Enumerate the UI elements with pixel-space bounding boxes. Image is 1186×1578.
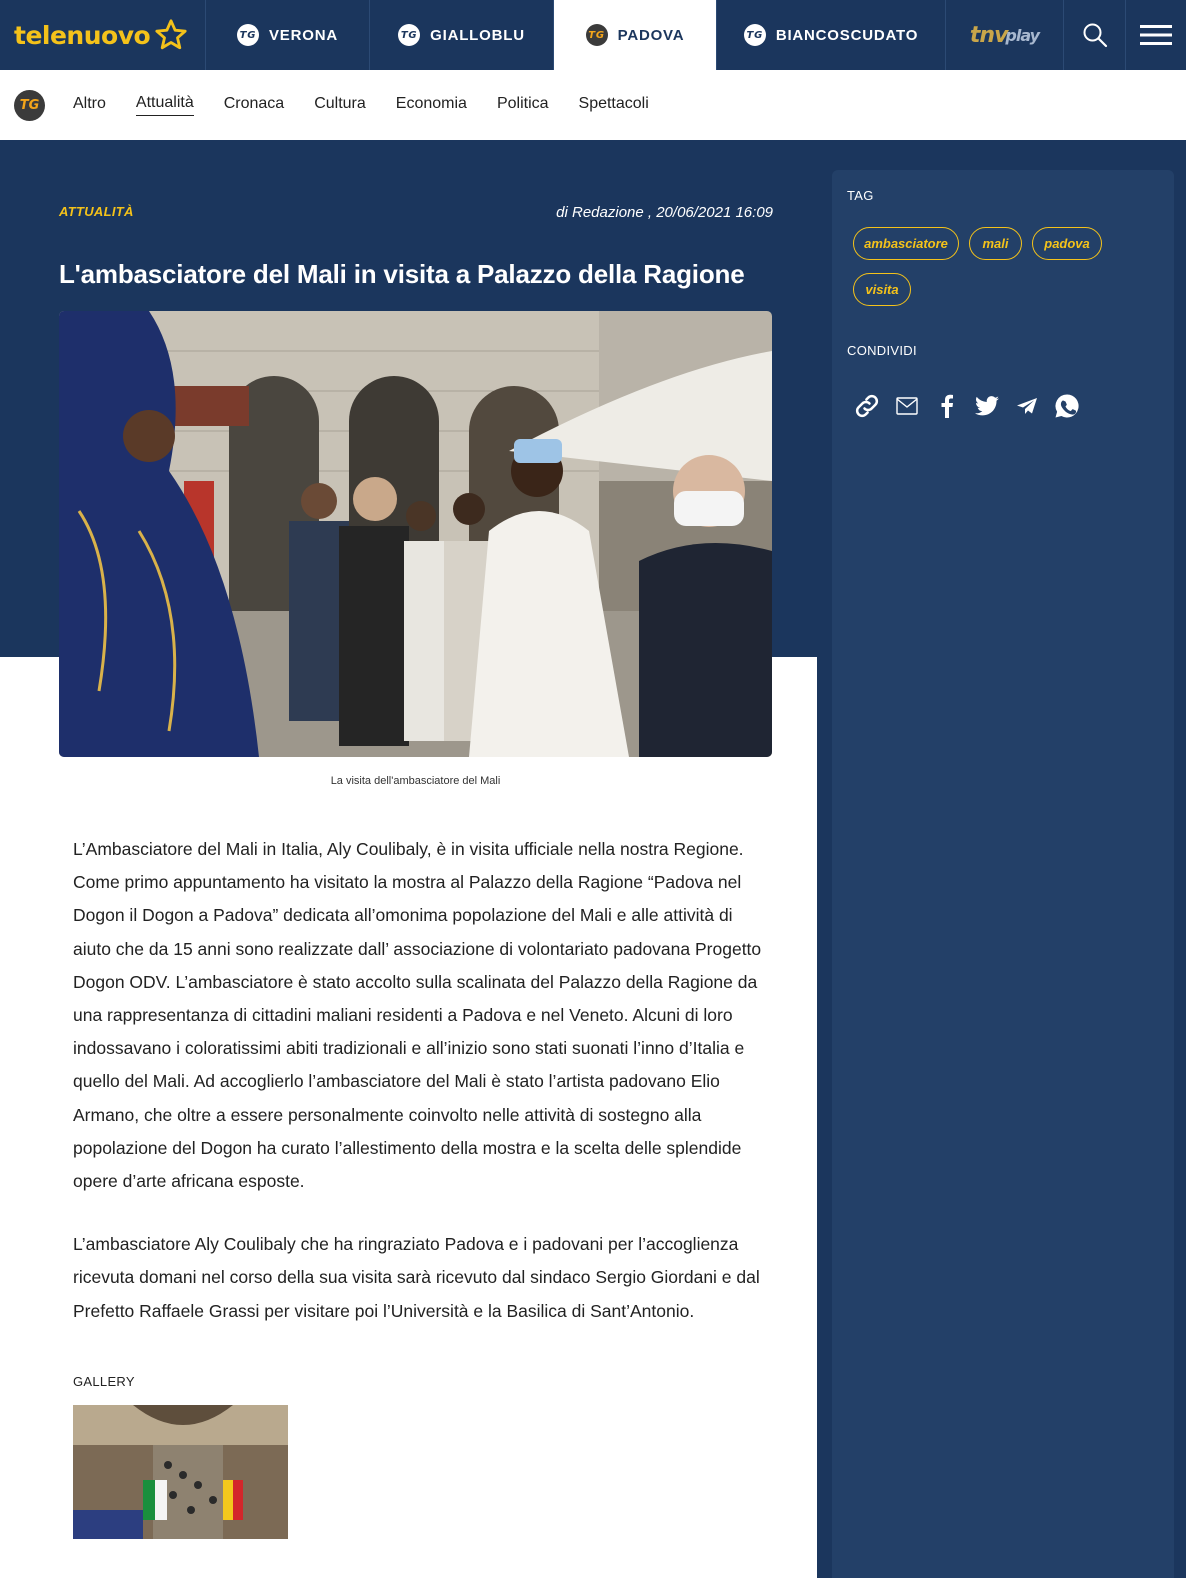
link-icon — [852, 391, 882, 421]
tag-mali[interactable]: mali — [969, 227, 1022, 260]
article-title: L'ambasciatore del Mali in visita a Palazzo della Ragione — [59, 259, 745, 289]
tab-padova[interactable] — [554, 0, 717, 70]
article-paragraph: L’Ambasciatore del Mali in Italia, Aly Coulibaly, è in visita ufficiale nella nostra Regione. Come primo appuntamento ha visitato la mostra al Palazzo della Ragione “Padova nel Dogon il Dogon a Padova” dedicata all’omonima popolazione del Mali e alle attività di aiuto che da 15 anni sono realizzate dall’ associazione di volontariato padovana Progetto Dogon ODV. L’ambasciatore è stato accolto sulla scalinata del Palazzo della Ragione da una rappresentanza di cittadini maliani residenti a Padova e nel Veneto. Alcuni di loro indossavano i coloratissimi abiti tradizionali e all’inizio sono stati suonati l’inno d’Italia e quello del Mali. Ad accoglierlo l’ambasciatore del Mali è stato l’artista padovano Elio Armano, che oltre a essere personalmente coinvolto nelle attività di sostegno alla popolazione del Dogon ha curato l’allestimento della mostra e la scelta delle splendide opere d’arte africana esposte. — [73, 839, 762, 1192]
tab-verona[interactable] — [206, 0, 370, 70]
search-icon — [1082, 22, 1108, 48]
tag-visita[interactable]: visita — [853, 273, 911, 306]
twitter-icon — [975, 396, 999, 416]
share-heading: CONDIVIDI — [847, 343, 917, 358]
article-body — [73, 833, 763, 1358]
hamburger-icon — [1140, 24, 1172, 46]
subnav-item-altro[interactable]: Altro — [73, 94, 106, 112]
sidebar-panel — [832, 170, 1174, 1578]
subnav-item-cultura[interactable]: Cultura — [314, 94, 366, 112]
whatsapp-icon — [1054, 393, 1080, 419]
gallery-thumbnail[interactable] — [73, 1405, 288, 1539]
star-icon — [154, 18, 188, 52]
article-byline: di Redazione , 20/06/2021 16:09 — [556, 204, 773, 221]
tag-ambasciatore[interactable]: ambasciatore — [853, 227, 959, 260]
article-paragraph: L’ambasciatore Aly Coulibaly che ha ringraziato Padova e i padovani per l’accoglienza ricevuta domani nel corso della sua visita sarà ricevuto dal sindaco Sergio Giordani e dal Prefetto Raffaele Grassi per visitare poi l’Università e la Basilica di Sant’Antonio. — [73, 1234, 760, 1321]
photo-caption: La visita dell'ambasciatore del Mali — [330, 775, 501, 787]
tab-label: VERONA — [269, 26, 338, 44]
copy-link-button[interactable] — [851, 390, 883, 422]
tnvplay-logo-play: play — [1005, 25, 1040, 45]
share-email-button[interactable] — [891, 390, 923, 422]
site-logo[interactable] — [0, 0, 206, 70]
subnav-item-politica[interactable]: Politica — [496, 94, 549, 112]
tnvplay-link[interactable] — [945, 0, 1064, 70]
tnvplay-logo: tnv — [969, 22, 1008, 48]
menu-button[interactable] — [1126, 0, 1186, 70]
subnav-item-spettacoli[interactable]: Spettacoli — [578, 94, 649, 112]
subnav-item-cronaca[interactable]: Cronaca — [223, 94, 285, 112]
gallery-heading: GALLERY — [73, 1374, 135, 1389]
article-category[interactable]: ATTUALITÀ — [59, 204, 134, 219]
tab-gialloblu[interactable] — [370, 0, 554, 70]
facebook-icon — [940, 394, 954, 418]
share-twitter-button[interactable] — [971, 390, 1003, 422]
search-button[interactable] — [1064, 0, 1126, 70]
share-whatsapp-button[interactable] — [1051, 390, 1083, 422]
telegram-icon — [1016, 397, 1038, 415]
tg-badge-icon: TG — [237, 24, 259, 46]
tab-biancoscudato[interactable] — [717, 0, 945, 70]
hero-photo-illustration — [59, 311, 772, 757]
tab-label: GIALLOBLU — [430, 26, 525, 44]
top-navbar — [0, 0, 1186, 70]
subnav-item-attualita[interactable]: Attualità — [136, 94, 194, 116]
share-telegram-button[interactable] — [1011, 390, 1043, 422]
gallery-thumbnail-illustration — [73, 1405, 288, 1539]
tg-badge-icon: TG — [744, 24, 766, 46]
tg-badge-icon: TG — [398, 24, 420, 46]
category-nav — [0, 70, 1186, 140]
logo-text: telenuovo — [14, 20, 151, 50]
tg-logo-icon[interactable]: TG — [14, 90, 45, 121]
tg-badge-icon: TG — [586, 24, 608, 46]
tab-label: PADOVA — [617, 26, 685, 44]
hero-photo[interactable] — [59, 311, 772, 757]
mail-icon — [896, 397, 918, 415]
tab-label: BIANCOSCUDATO — [775, 26, 919, 44]
subnav-item-economia[interactable]: Economia — [395, 94, 467, 112]
tag-heading: TAG — [847, 188, 874, 203]
tag-padova[interactable]: padova — [1032, 227, 1102, 260]
share-facebook-button[interactable] — [931, 390, 963, 422]
